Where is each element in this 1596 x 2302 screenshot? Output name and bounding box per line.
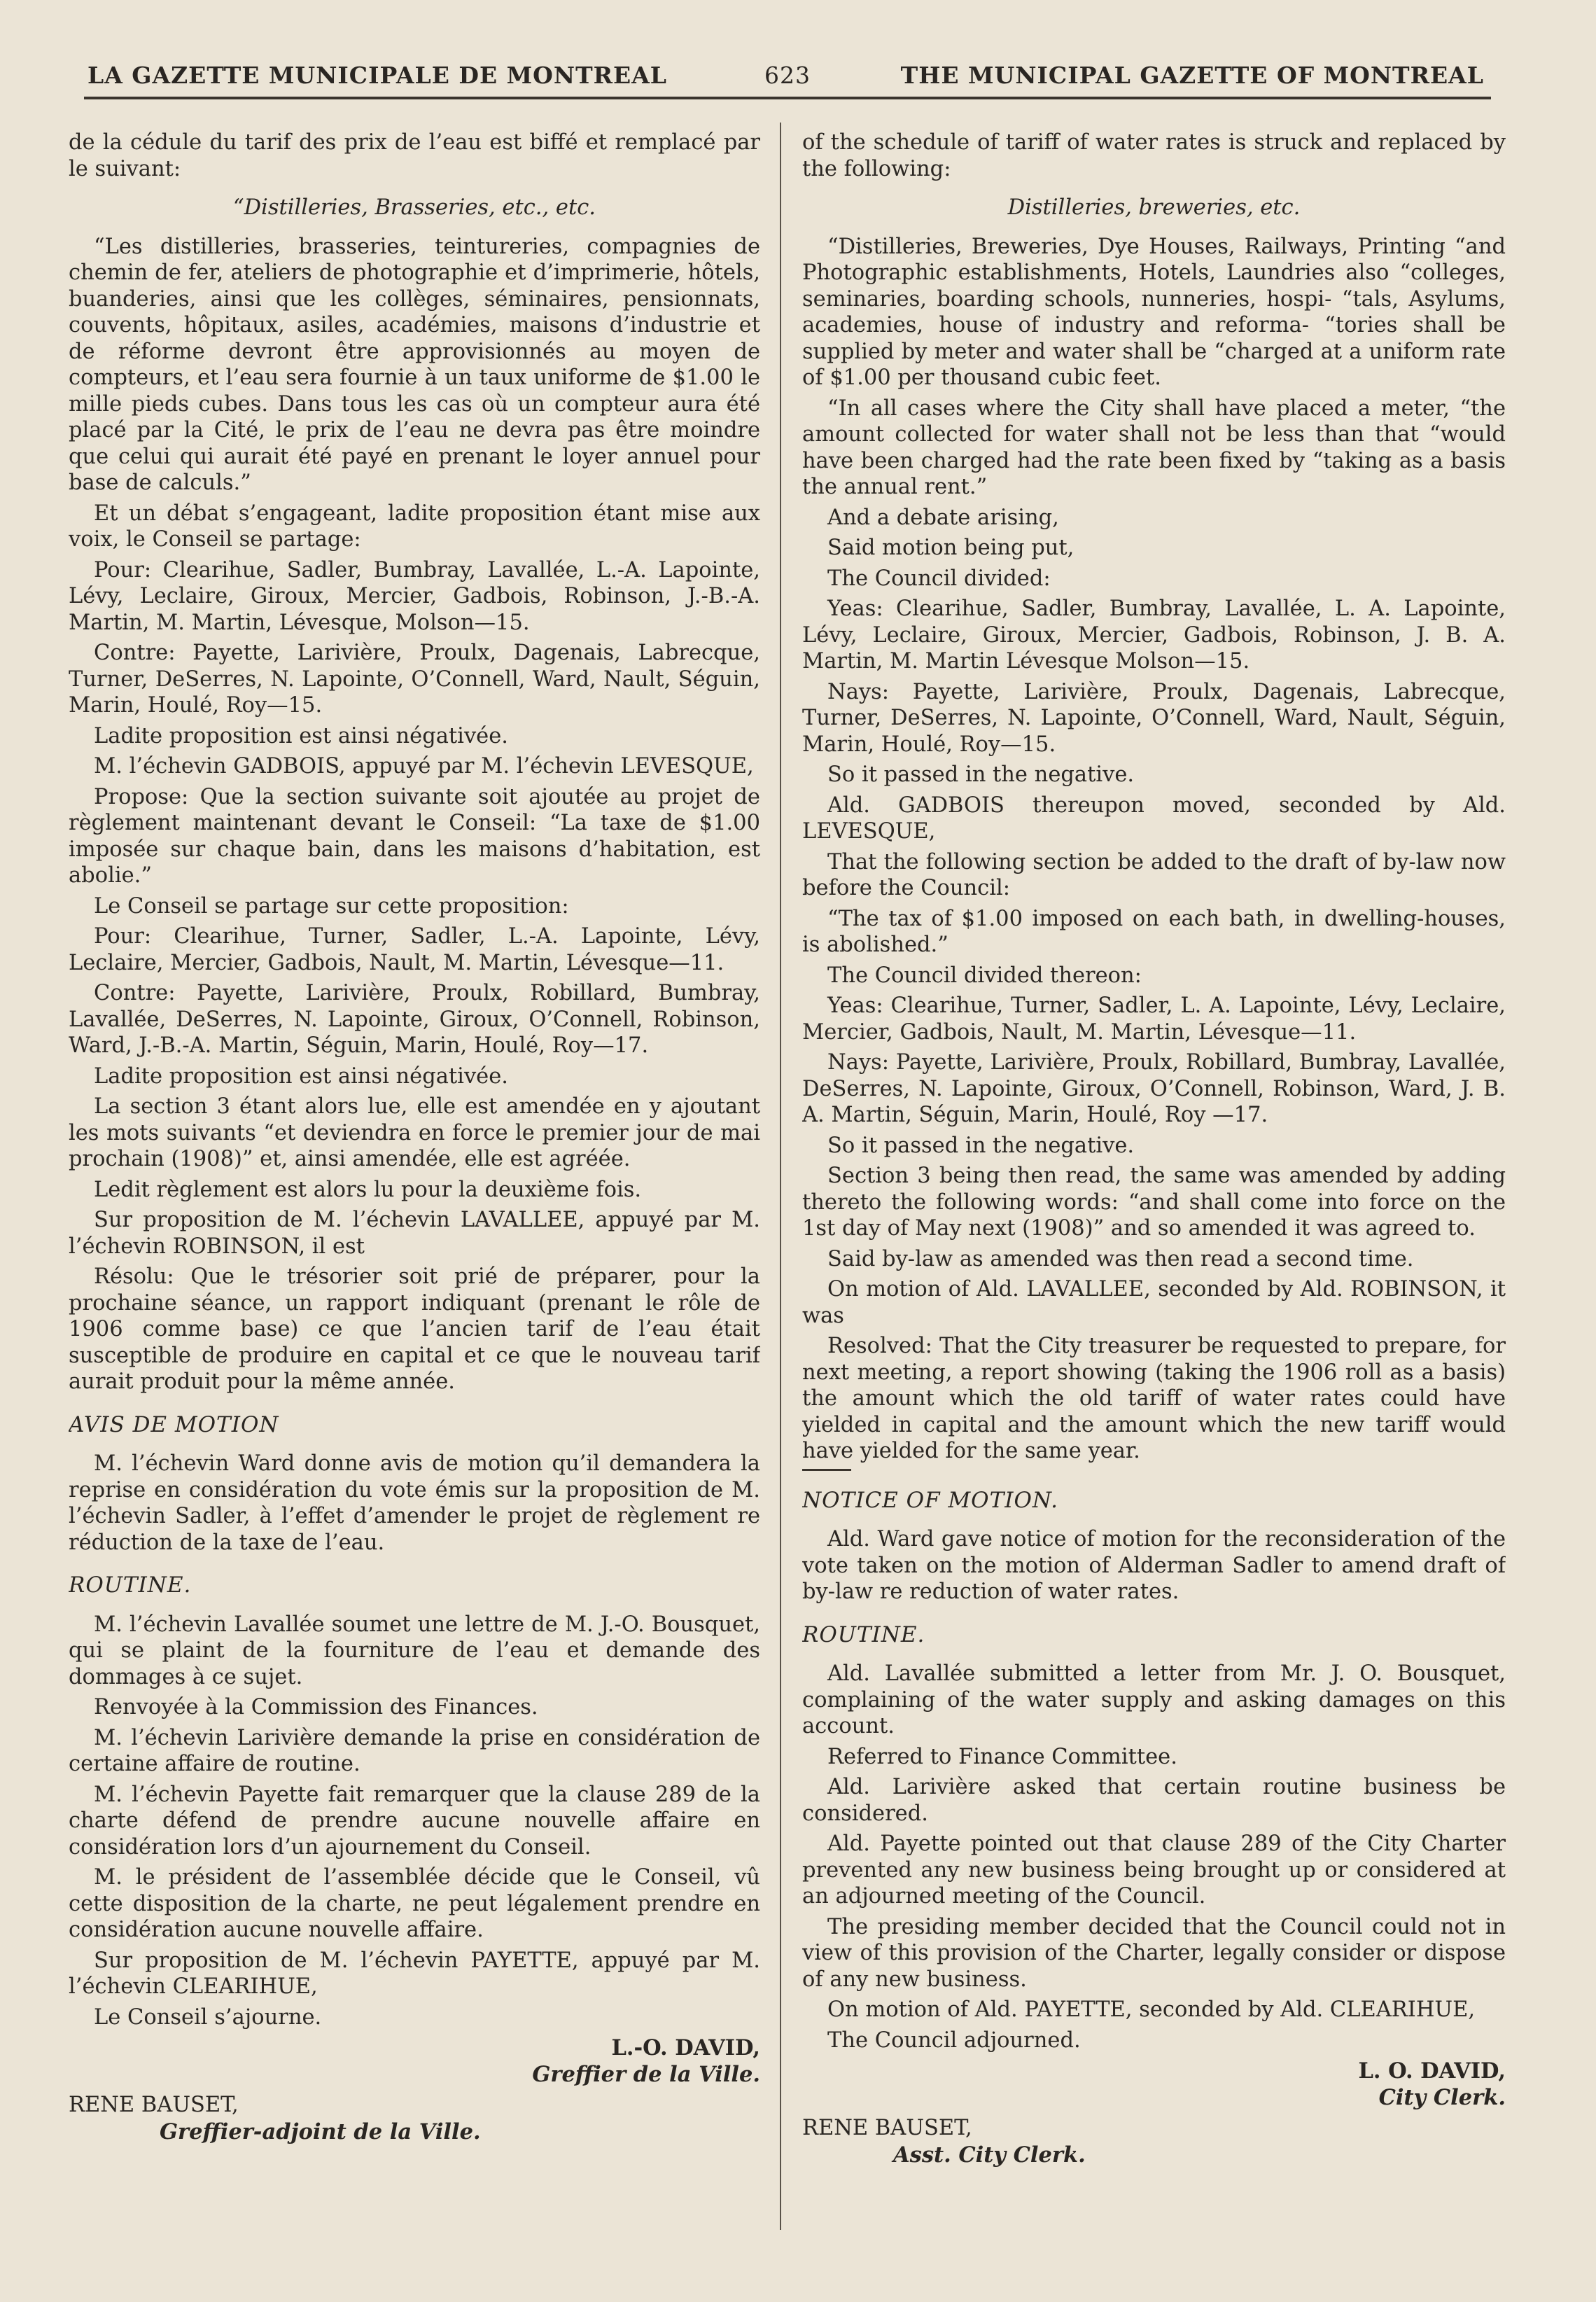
fr-paragraph: Renvoyée à la Commission des Finances.: [94, 1695, 538, 1719]
en-assistant-title: Asst. City Clerk.: [893, 2142, 1086, 2168]
en-section-heading: NOTICE OF MOTION.: [802, 1487, 1058, 1513]
english-column: [802, 130, 1506, 2237]
page-number: 623: [764, 62, 811, 89]
fr-vote-against: Contre: Payette, Larivière, Proulx, Dagenais, Labrecque, Turner, DeSerres, N. Lapointe, O’Connell, Ward, Nault, Séguin, Marin, Houlé, Roy—15.: [69, 641, 760, 718]
en-paragraph: Said motion being put,: [827, 536, 1074, 560]
header-english-title: THE MUNICIPAL GAZETTE OF MONTREAL: [900, 62, 1484, 89]
fr-paragraph: Et un débat s’engageant, ladite proposition étant mise aux voix, le Conseil se partage:: [69, 501, 760, 552]
fr-paragraph: Ledit règlement est alors lu pour la deuxième fois.: [94, 1177, 642, 1202]
en-paragraph: Referred to Finance Committee.: [827, 1744, 1177, 1769]
en-paragraph: The Council divided thereon:: [827, 963, 1142, 988]
en-assistant-signature: [802, 2115, 1506, 2168]
fr-signature: [69, 2035, 760, 2088]
fr-paragraph: M. l’échevin GADBOIS, appuyé par M. l’échevin LEVESQUE,: [94, 754, 754, 779]
fr-signature-name: L.-O. DAVID,: [611, 2035, 760, 2060]
fr-paragraph: Résolu: Que le trésorier soit prié de préparer, pour la prochaine séance, un rapport indiquant (prenant le rôle de 1906 comme base) ce que l’ancien tarif de l’eau était susceptible de produire en capital et ce que le nouveau tarif aurait produit pour la même année.: [69, 1264, 760, 1394]
fr-paragraph: M. l’échevin Larivière demande la prise en considération de certaine affaire de routine.: [69, 1725, 760, 1776]
en-paragraph: On motion of Ald. PAYETTE, seconded by Ald. CLEARIHUE,: [827, 1997, 1476, 2022]
en-paragraph: Ald. Ward gave notice of motion for the reconsideration of the vote taken on the motion of Alderman Sadler to amend draft of by-law re reduction of water rates.: [802, 1527, 1506, 1604]
en-paragraph: The Council divided:: [827, 566, 1051, 591]
header-french-title: LA GAZETTE MUNICIPALE DE MONTREAL: [88, 62, 668, 89]
en-paragraph: Said by-law as amended was then read a second time.: [827, 1246, 1414, 1271]
fr-paragraph: de la cédule du tarif des prix de l’eau est biffé et remplacé par le suivant:: [69, 130, 760, 181]
fr-vote-against: Contre: Payette, Larivière, Proulx, Robillard, Bumbray, Lavallée, DeSerres, N. Lapointe, Giroux, O’Connell, Robinson, Ward, J.-B.-A. Martin, Séguin, Marin, Houlé, Roy—17.: [69, 981, 760, 1058]
fr-paragraph: M. le président de l’assemblée décide que le Conseil, vû cette disposition de la charte, ne peut légalement prendre en considération aucune nouvelle affaire.: [69, 1865, 760, 1942]
en-paragraph: So it passed in the negative.: [827, 1133, 1135, 1158]
fr-section-heading: AVIS DE MOTION: [69, 1411, 279, 1437]
fr-paragraph: Sur proposition de M. l’échevin LAVALLEE, appuyé par M. l’échevin ROBINSON, il est: [69, 1208, 760, 1259]
en-signature: [802, 2058, 1506, 2111]
en-paragraph: Ald. Payette pointed out that clause 289 of the City Charter prevented any new business being brought up or considered at an adjourned meeting of the Council.: [802, 1832, 1506, 1909]
en-vote-yeas: Yeas: Clearihue, Sadler, Bumbray, Lavallée, L. A. Lapointe, Lévy, Leclaire, Giroux, Mercier, Gadbois, Robinson, J. B. A. Martin, M. Martin Lévesque Molson—15.: [802, 597, 1506, 674]
fr-paragraph: Ladite proposition est ainsi négativée.: [94, 723, 508, 748]
en-paragraph: The presiding member decided that the Council could not in view of this provision of the Charter, legally consider or dispose of any new business.: [802, 1914, 1506, 1992]
en-paragraph: “Distilleries, Breweries, Dye Houses, Railways, Printing “and Photographic establishments, Hotels, Laundries also “colleges, seminaries, boarding schools, nunneries, hospi- “tals, Asylums, academies, house of industry and reforma- “tories shall be supplied by meter and water shall be “charged at a uniform rate of $1.00 per thousand cubic feet.: [802, 234, 1506, 390]
french-column: [69, 130, 760, 2237]
en-vote-nays: Nays: Payette, Larivière, Proulx, Robillard, Bumbray, Lavallée, DeSerres, N. Lapointe, Giroux, O’Connell, Robinson, Ward, J. B. A. Martin, Séguin, Marin, Houlé, Roy —17.: [802, 1050, 1506, 1127]
en-paragraph: The Council adjourned.: [827, 2028, 1081, 2053]
fr-assistant-name: RENE BAUSET,: [69, 2093, 239, 2117]
en-paragraph: “In all cases where the City shall have placed a meter, “the amount collected for water shall not be less than that “would have been charged had the rate been fixed by “taking as a basis the annual rent.”: [802, 396, 1506, 499]
en-paragraph: Resolved: That the City treasurer be requested to prepare, for next meeting, a report showing (taking the 1906 roll as a basis) the amount which the old tariff of water rates could have yielded in capital and the amount which the new tariff would have yielded for the same year.: [802, 1334, 1506, 1463]
fr-subheading: “Distilleries, Brasseries, etc., etc.: [233, 195, 596, 220]
fr-paragraph: “Les distilleries, brasseries, teintureries, compagnies de chemin de fer, ateliers de photographie et d’imprimerie, hôtels, buanderies, ainsi que les collèges, séminaires, pensionnats, couvents, hôpitaux, asiles, académies, maisons d’industrie et de réforme devront être approvisionnés au moyen de compteurs, et l’eau sera fournie à un taux uniforme de $1.00 le mille pieds cubes. Dans tous les cas où un compteur aura été placé par la Cité, le prix de l’eau ne devra pas être moindre que celui qui aurait été payé en prenant le loyer annuel pour base de calculs.”: [69, 234, 760, 495]
header-rule: [84, 97, 1491, 99]
en-paragraph: “The tax of $1.00 imposed on each bath, in dwelling-houses, is abolished.”: [802, 906, 1506, 957]
en-paragraph: And a debate arising,: [827, 505, 1059, 530]
fr-paragraph: M. l’échevin Lavallée soumet une lettre de M. J.-O. Bousquet, qui se plaint de la fourniture de l’eau et demande des dommages à ce sujet.: [69, 1612, 760, 1689]
en-paragraph: Section 3 being then read, the same was amended by adding thereto the following words: “and shall come into force on the 1st day of May next (1908)” and so amended it was agreed to.: [802, 1164, 1506, 1241]
en-paragraph: Ald. Lavallée submitted a letter from Mr. J. O. Bousquet, complaining of the water supply and asking damages on this account.: [802, 1661, 1506, 1738]
fr-vote-for: Pour: Clearihue, Turner, Sadler, L.-A. Lapointe, Lévy, Leclaire, Mercier, Gadbois, Nault, M. Martin, Lévesque—11.: [69, 924, 760, 975]
en-signature-title: City Clerk.: [1378, 2085, 1506, 2110]
en-paragraph: Ald. GADBOIS thereupon moved, seconded by Ald. LEVESQUE,: [802, 793, 1506, 844]
fr-paragraph: Le Conseil se partage sur cette proposition:: [94, 893, 569, 919]
en-vote-yeas: Yeas: Clearihue, Turner, Sadler, L. A. Lapointe, Lévy, Leclaire, Mercier, Gadbois, Nault, M. Martin, Lévesque—11.: [802, 993, 1506, 1045]
en-assistant-name: RENE BAUSET,: [802, 2116, 972, 2140]
fr-vote-for: Pour: Clearihue, Sadler, Bumbray, Lavallée, L.-A. Lapointe, Lévy, Leclaire, Giroux, Mercier, Gadbois, Robinson, J.-B.-A. Martin, M. Martin, Lévesque, Molson—15.: [69, 557, 760, 635]
fr-paragraph: Propose: Que la section suivante soit ajoutée au projet de règlement maintenant devant le Conseil: “La taxe de $1.00 imposée sur chaque bain, dans les maisons d’habitation, est abolie.”: [69, 784, 760, 888]
en-paragraph: Ald. Larivière asked that certain routine business be considered.: [802, 1775, 1506, 1826]
fr-assistant-signature: [69, 2092, 760, 2145]
fr-paragraph: M. l’échevin Ward donne avis de motion qu’il demandera la reprise en considération du vote émis sur la proposition de M. l’échevin Sadler, à l’effet d’amender le projet de règlement re réduction de la taxe de l’eau.: [69, 1451, 760, 1555]
fr-paragraph: M. l’échevin Payette fait remarquer que la clause 289 de la charte défend de prendre aucune nouvelle affaire en considération lors d’un ajournement du Conseil.: [69, 1782, 760, 1860]
en-subheading: Distilleries, breweries, etc.: [1007, 195, 1301, 220]
column-divider: [780, 123, 781, 2230]
en-paragraph: So it passed in the negative.: [827, 762, 1135, 787]
fr-signature-title: Greffier de la Ville.: [532, 2062, 760, 2087]
section-dash: [802, 1469, 851, 1471]
fr-section-heading: ROUTINE.: [69, 1572, 192, 1598]
en-paragraph: of the schedule of tariff of water rates is struck and replaced by the following:: [802, 130, 1506, 181]
fr-paragraph: Ladite proposition est ainsi négativée.: [94, 1063, 508, 1089]
en-paragraph: That the following section be added to the draft of by-law now before the Council:: [802, 849, 1506, 900]
fr-paragraph: Le Conseil s’ajourne.: [94, 2004, 322, 2030]
en-signature-name: L. O. DAVID,: [1358, 2058, 1506, 2084]
en-vote-nays: Nays: Payette, Larivière, Proulx, Dagenais, Labrecque, Turner, DeSerres, N. Lapointe, O’Connell, Ward, Nault, Séguin, Marin, Houlé, Roy—15.: [802, 679, 1506, 757]
fr-paragraph: Sur proposition de M. l’échevin PAYETTE, appuyé par M. l’échevin CLEARIHUE,: [69, 1948, 760, 1999]
fr-paragraph: La section 3 étant alors lue, elle est amendée en y ajoutant les mots suivants “et deviendra en force le premier jour de mai prochain (1908)” et, ainsi amendée, elle est agréée.: [69, 1094, 760, 1171]
en-section-heading: ROUTINE.: [802, 1621, 925, 1647]
en-paragraph: On motion of Ald. LAVALLEE, seconded by Ald. ROBINSON, it was: [802, 1277, 1506, 1328]
fr-assistant-title: Greffier-adjoint de la Ville.: [160, 2119, 481, 2144]
